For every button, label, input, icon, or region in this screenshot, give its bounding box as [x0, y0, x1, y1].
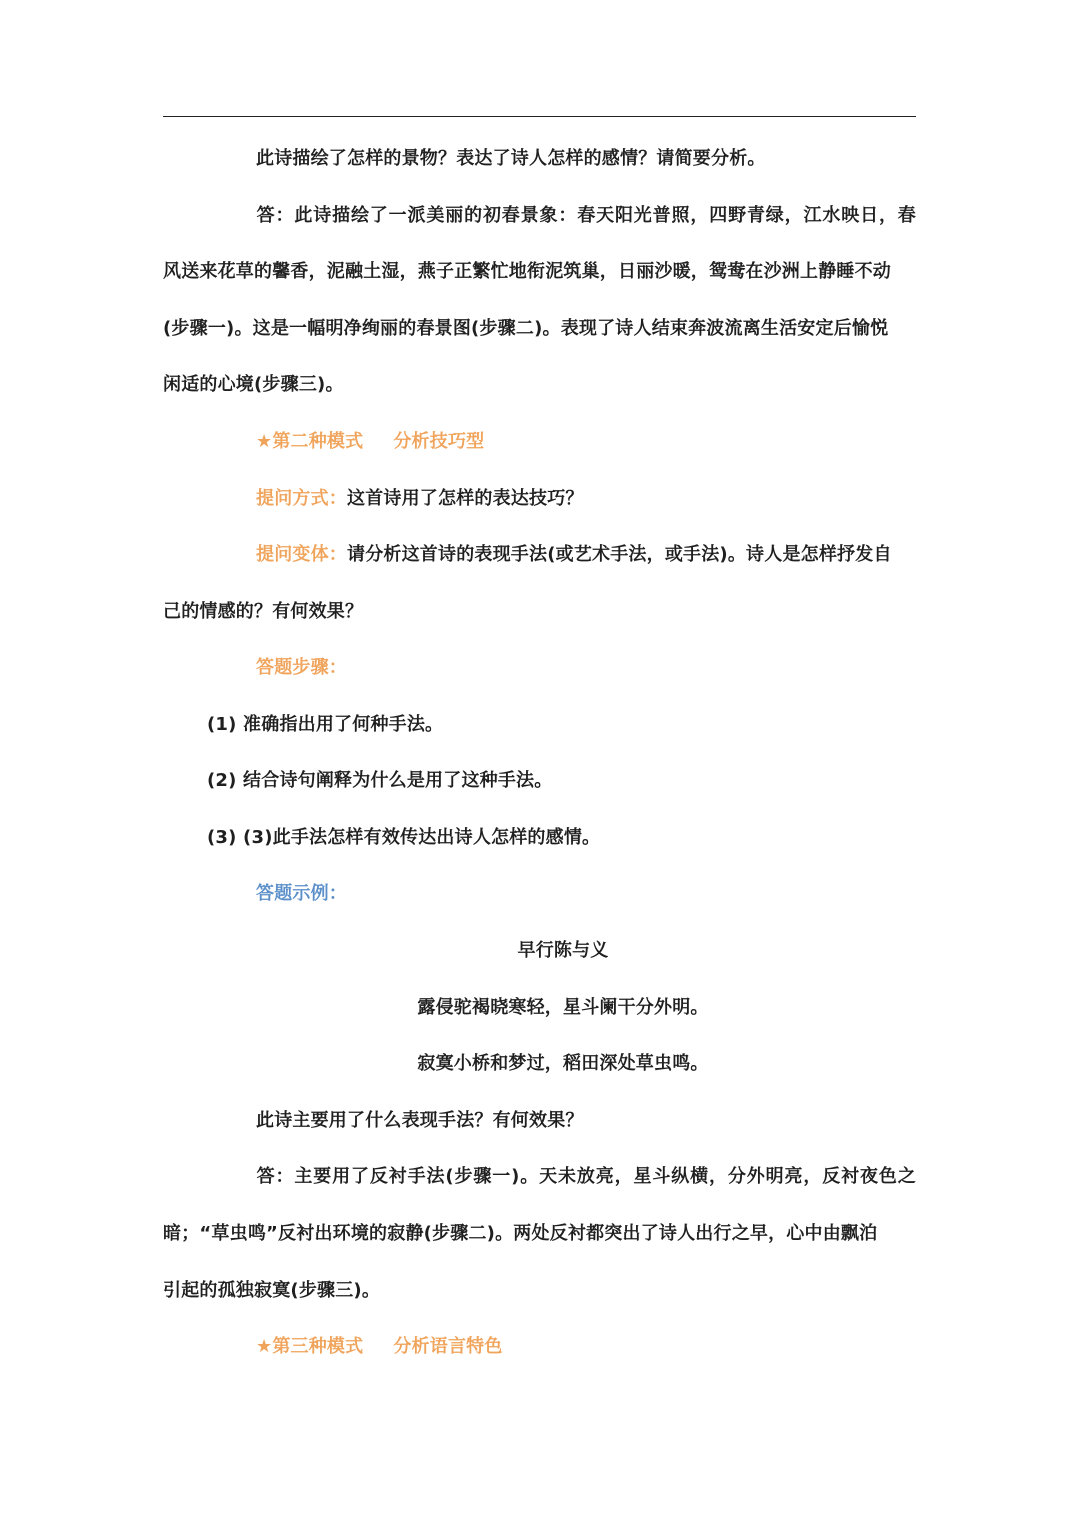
- answer-2-line-3: 引起的孤独寂寞(步骤三)。: [163, 1280, 381, 1301]
- mode-2-star-title: ★第二种模式: [256, 431, 364, 452]
- ask-variant-line-1: [256, 541, 892, 569]
- example-label: 答题示例：: [256, 883, 347, 904]
- ask-variant-line-2: 己的情感的？有何效果？: [163, 601, 364, 622]
- poem-line-2: 寂寞小桥和梦过，稻田深处草虫鸣。: [417, 1053, 709, 1074]
- question-1: 此诗描绘了怎样的景物？表达了诗人怎样的感情？请简要分析。: [256, 148, 766, 169]
- answer-1-line-2: 风送来花草的馨香，泥融土湿，燕子正繁忙地衔泥筑巢，日丽沙暖，鸳鸯在沙洲上静睡不动: [163, 261, 891, 282]
- step-item-3: (3) (3)此手法怎样有效传达出诗人怎样的感情。: [207, 827, 601, 848]
- answer-1-line-1-text: 答：此诗描绘了一派美丽的初春景象：春天阳光普照，四野青绿，江水映日，春: [256, 205, 916, 226]
- mode-3-heading: [256, 1333, 503, 1361]
- poem-line-1: 露侵驼褐晓寒轻，星斗阑干分外明。: [417, 997, 709, 1018]
- answer-2-line-1-text: 答：主要用了反衬手法(步骤一)。天未放亮，星斗纵横，分外明亮，反衬夜色之: [256, 1166, 916, 1187]
- mode-3-subtitle: 分析语言特色: [393, 1336, 503, 1357]
- poem-title: 早行陈与义: [517, 940, 609, 961]
- ask-method: [256, 485, 584, 513]
- answer-2-line-1: [163, 1163, 916, 1191]
- ask-variant-text-1: 请分析这首诗的表现手法(或艺术手法，或手法)。诗人是怎样抒发自: [347, 544, 892, 565]
- mode-2-heading: [256, 428, 484, 456]
- answer-1-line-1: [163, 202, 916, 230]
- question-2: 此诗主要用了什么表现手法？有何效果？: [256, 1110, 584, 1131]
- mode-2-subtitle: 分析技巧型: [393, 431, 485, 452]
- answer-1-line-3: (步骤一)。这是一幅明净绚丽的春景图(步骤二)。表现了诗人结束奔波流离生活安定后愉悦: [163, 318, 889, 339]
- mode-3-star-title: ★第三种模式: [256, 1336, 364, 1357]
- ask-method-label: 提问方式：: [256, 488, 347, 509]
- steps-label: 答题步骤：: [256, 657, 347, 678]
- answer-2-line-2: 暗；“草虫鸣”反衬出环境的寂静(步骤二)。两处反衬都突出了诗人出行之早，心中由飘泊: [163, 1223, 878, 1244]
- step-item-2: (2) 结合诗句阐释为什么是用了这种手法。: [207, 770, 553, 791]
- answer-1-line-4: 闲适的心境(步骤三)。: [163, 374, 344, 395]
- step-item-1: (1) 准确指出用了何种手法。: [207, 714, 444, 735]
- header-rule: [163, 116, 916, 117]
- ask-method-text: 这首诗用了怎样的表达技巧？: [347, 488, 584, 509]
- ask-variant-label: 提问变体：: [256, 544, 347, 565]
